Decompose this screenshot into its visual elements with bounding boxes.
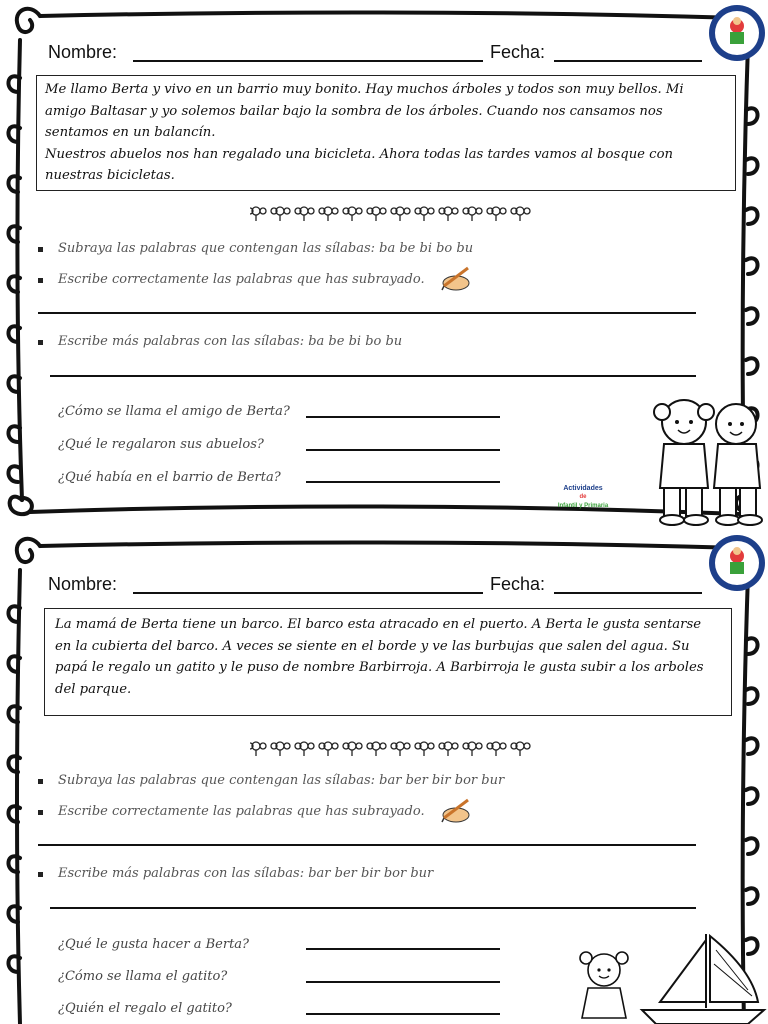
task-rewrite: Escribe correctamente las palabras que has subrayado. <box>58 804 425 819</box>
reading-paragraph: La mamá de Berta tiene un barco. El barco esta atracado en el puerto. A Berta le gusta sentarse en la cubierta del barco. A veces se siente en el borde y ve las burbujas que salen del agua. Su papá le regalo un gatito y le puso de nombre Barbirroja. A Barbirroja le gusta subir a los arboles del parque. <box>55 617 704 697</box>
question-answer-line[interactable] <box>306 416 500 418</box>
bullet <box>38 247 43 252</box>
question: ¿Cómo se llama el amigo de Berta? <box>58 404 290 419</box>
name-input-line[interactable] <box>133 592 483 594</box>
name-input-line[interactable] <box>133 60 483 62</box>
reading-paragraph: Me llamo Berta y vivo en un barrio muy bonito. Hay muchos árboles y todos son muy bellos. Mi amigo Baltasar y yo solemos bailar bajo la sombra de los árboles. Cuando nos cansamos nos sentamos en un balancín. <box>45 82 684 140</box>
answer-line[interactable] <box>50 907 696 909</box>
brand-text: de <box>579 494 587 500</box>
date-input-line[interactable] <box>554 592 702 594</box>
date-label: Fecha: <box>490 574 546 594</box>
reading-text-box <box>36 75 736 191</box>
answer-line[interactable] <box>50 375 696 377</box>
reading-text-box <box>44 608 732 716</box>
question: ¿Qué había en el barrio de Berta? <box>58 470 281 485</box>
brand-text: Actividades <box>563 485 603 492</box>
name-label: Nombre: <box>48 42 118 62</box>
reading-paragraph: Nuestros abuelos nos han regalado una bicicleta. Ahora todas las tardes vamos al bosque con nuestras bicicletas. <box>45 146 673 183</box>
bullet <box>38 340 43 345</box>
question-answer-line[interactable] <box>306 981 500 983</box>
children-illustration <box>640 392 768 528</box>
question: ¿Qué le regalaron sus abuelos? <box>58 437 264 452</box>
bullet <box>38 278 43 283</box>
answer-line[interactable] <box>38 312 696 314</box>
brand-logo <box>546 484 620 511</box>
school-logo <box>708 4 766 62</box>
bullet <box>38 779 43 784</box>
bullet <box>38 810 43 815</box>
task-underline: Subraya las palabras que contengan las sílabas: bar ber bir bor bur <box>58 773 505 788</box>
date-label: Fecha: <box>490 42 546 62</box>
task-more-words: Escribe más palabras con las sílabas: ba be bi bo bu <box>58 334 403 349</box>
sailboat-illustration <box>636 930 768 1024</box>
question-answer-line[interactable] <box>306 449 500 451</box>
task-underline: Subraya las palabras que contengan las sílabas: ba be bi bo bu <box>58 241 474 256</box>
question-answer-line[interactable] <box>306 948 500 950</box>
brand-text: Infantil y Primaria <box>557 503 609 509</box>
answer-line[interactable] <box>38 844 696 846</box>
pencil-hand-icon <box>438 796 474 824</box>
flower-border-icon <box>250 199 542 223</box>
flower-border-icon <box>250 734 542 758</box>
date-input-line[interactable] <box>554 60 702 62</box>
question: ¿Quién el regalo el gatito? <box>58 1001 232 1016</box>
task-rewrite: Escribe correctamente las palabras que has subrayado. <box>58 272 425 287</box>
question: ¿Qué le gusta hacer a Berta? <box>58 937 250 952</box>
name-label: Nombre: <box>48 574 118 594</box>
task-more-words: Escribe más palabras con las sílabas: bar ber bir bor bur <box>58 866 434 881</box>
question-answer-line[interactable] <box>306 481 500 483</box>
school-logo <box>708 534 766 592</box>
question-answer-line[interactable] <box>306 1013 500 1015</box>
pencil-hand-icon <box>438 264 474 292</box>
bullet <box>38 872 43 877</box>
worksheet-2 <box>0 530 768 1024</box>
girl-illustration <box>572 948 636 1024</box>
question: ¿Cómo se llama el gatito? <box>58 969 228 984</box>
